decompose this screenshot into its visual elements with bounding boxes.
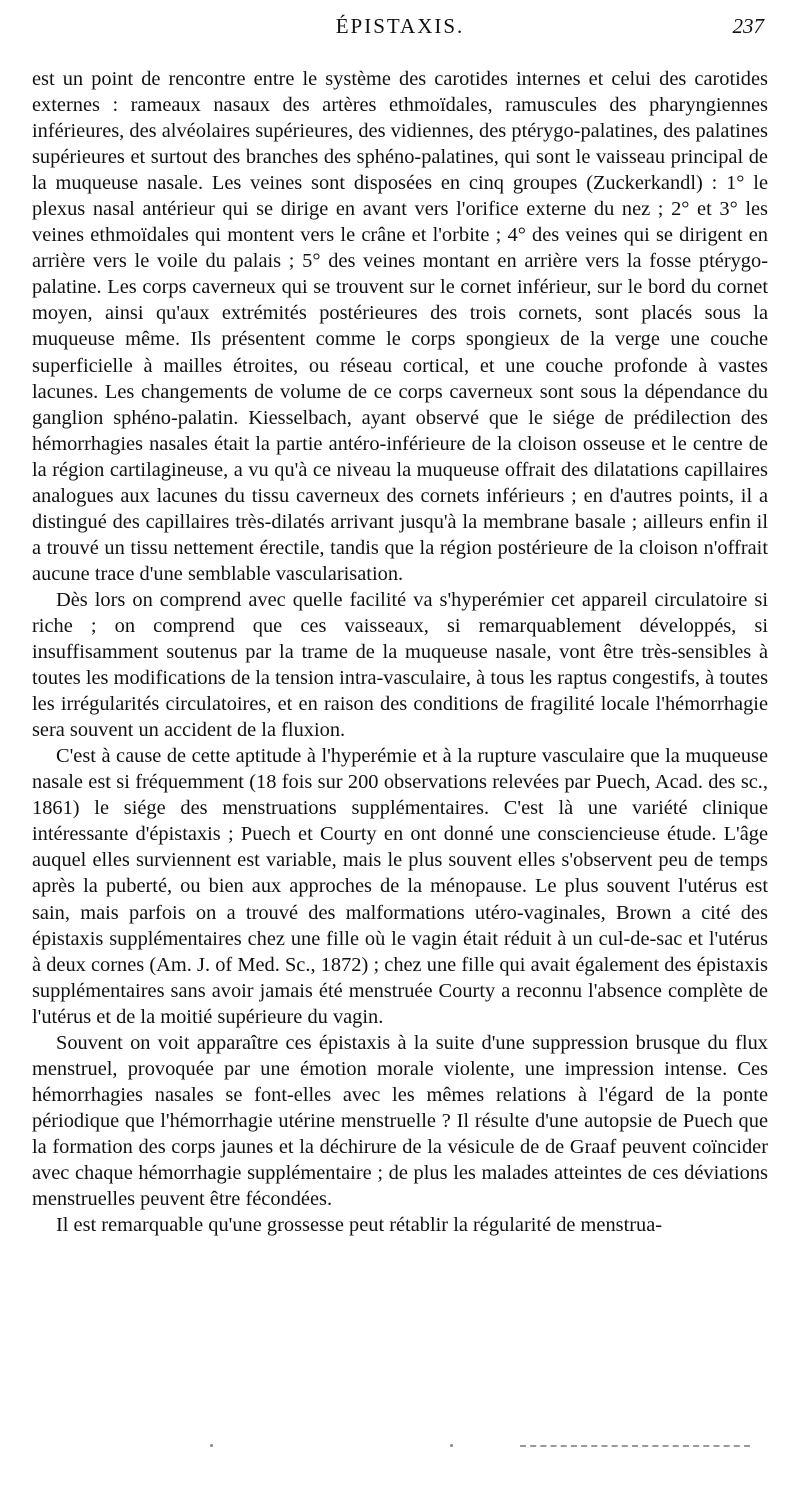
scan-dashes bbox=[520, 1445, 750, 1447]
page-header bbox=[32, 6, 768, 46]
paragraph: Dès lors on comprend avec quelle facilité va s'hyperémier cet appareil circulatoire si riche ; on comprend que ces vaisseaux, si remarquablement développés, si insuffisamment soutenus par la trame de la muqueuse nasale, vont être très-sensibles à toutes les modifications de la tension intra-vasculaire, à tous les raptus congestifs, à toutes les irrégularités circulatoires, et en raison des conditions de fragilité locale l'hémorrhagie sera souvent un accident de la fluxion. bbox=[32, 588, 768, 742]
paragraph-last: Il est remarquable qu'une grossesse peut rétablir la régularité de menstrua- bbox=[56, 1214, 663, 1237]
running-title: ÉPISTAXIS. bbox=[335, 14, 465, 38]
paragraph: C'est à cause de cette aptitude à l'hyperémie et à la rupture vasculaire que la muqueuse nasale est si fréquemment (18 fois sur 200 observations relevées par Puech, Acad. des sc., 1861) le siége des menstruations supplémentaires. C'est là une variété clinique intéressante d'épistaxis ; Puech et Courty en ont donné une consciencieuse étude. L'âge auquel elles surviennent est variable, mais le plus souvent elles s'observent peu de temps après la puberté, ou bien aux approches de la ménopause. Le plus souvent l'utérus est sain, mais parfois on a trouvé des malformations utéro-vaginales, Brown a cité des épistaxis supplémentaires chez une fille où le vagin était réduit à un cul-de-sac et l'utérus à deux cornes (Am. J. of Med. Sc., 1872) ; chez une fille qui avait également des épistaxis supplémentaires sans avoir jamais été menstruée Courty a reconnu l'absence complète de l'utérus et de la moitié supérieure du vagin. bbox=[32, 745, 768, 1028]
scan-dot bbox=[450, 1444, 453, 1447]
scan-dot bbox=[210, 1444, 213, 1447]
body-text bbox=[32, 66, 768, 1238]
paragraph: Souvent on voit apparaître ces épistaxis à la suite d'une suppression brusque du flux menstruel, provoquée par une émotion morale violente, une impression intense. Ces hémorrhagies nasales se font-elles avec les mêmes relations à l'égard de la ponte périodique que l'hémorrhagie utérine menstruelle ? Il résulte d'une autopsie de Puech que la formation des corps jaunes et la déchirure de la vésicule de de Graaf peuvent coïncider avec chaque hémorrhagie supplémentaire ; de plus les malades atteintes de ces déviations menstruelles peuvent être fécondées. bbox=[32, 1031, 768, 1211]
page-number: 237 bbox=[732, 14, 764, 38]
paragraph-continued: est un point de rencontre entre le système des carotides internes et celui des carotides externes : rameaux nasaux des artères ethmoïdales, ramuscules des pharyngiennes inférieures, des alvéolaires supérieures, des vidiennes, des ptérygo-palatines, des palatines supérieures et surtout des branches des sphéno-palatines, qui sont le vaisseau principal de la muqueuse nasale. Les veines sont disposées en cinq groupes (Zuckerkandl) : 1° le plexus nasal antérieur qui se dirige en avant vers l'orifice externe du nez ; 2° et 3° les veines ethmoïdales qui montent vers le crâne et l'orbite ; 4° des veines qui se dirigent en arrière vers le voile du palais ; 5° des veines montant en arrière vers la fosse ptérygo-palatine. Les corps caverneux qui se trouvent sur le cornet inférieur, sur le bord du cornet moyen, ainsi qu'aux extrémités postérieures des trois cornets, sont placés sous la muqueuse même. Ils présentent comme le corps spongieux de la verge une couche superficielle à mailles étroites, ou réseau cortical, et une couche profonde à vastes lacunes. Les changements de volume de ce corps caverneux sont sous la dépendance du ganglion sphéno-palatin. Kiesselbach, ayant observé que le siége de prédilection des hémorrhagies nasales était la partie antéro-inférieure de la cloison osseuse et le centre de la région cartilagineuse, a vu qu'à ce niveau la muqueuse offrait des dilatations capillaires analogues aux lacunes du tissu caverneux des cornets inférieurs ; en d'autres points, il a distingué des capillaires très-dilatés arrivant jusqu'à la membrane basale ; ailleurs enfin il a trouvé un tissu nettement érectile, tandis que la région postérieure de la cloison n'offrait aucune trace d'une semblable vascularisation. bbox=[32, 68, 768, 585]
scan-artifact-marks bbox=[200, 1440, 760, 1452]
